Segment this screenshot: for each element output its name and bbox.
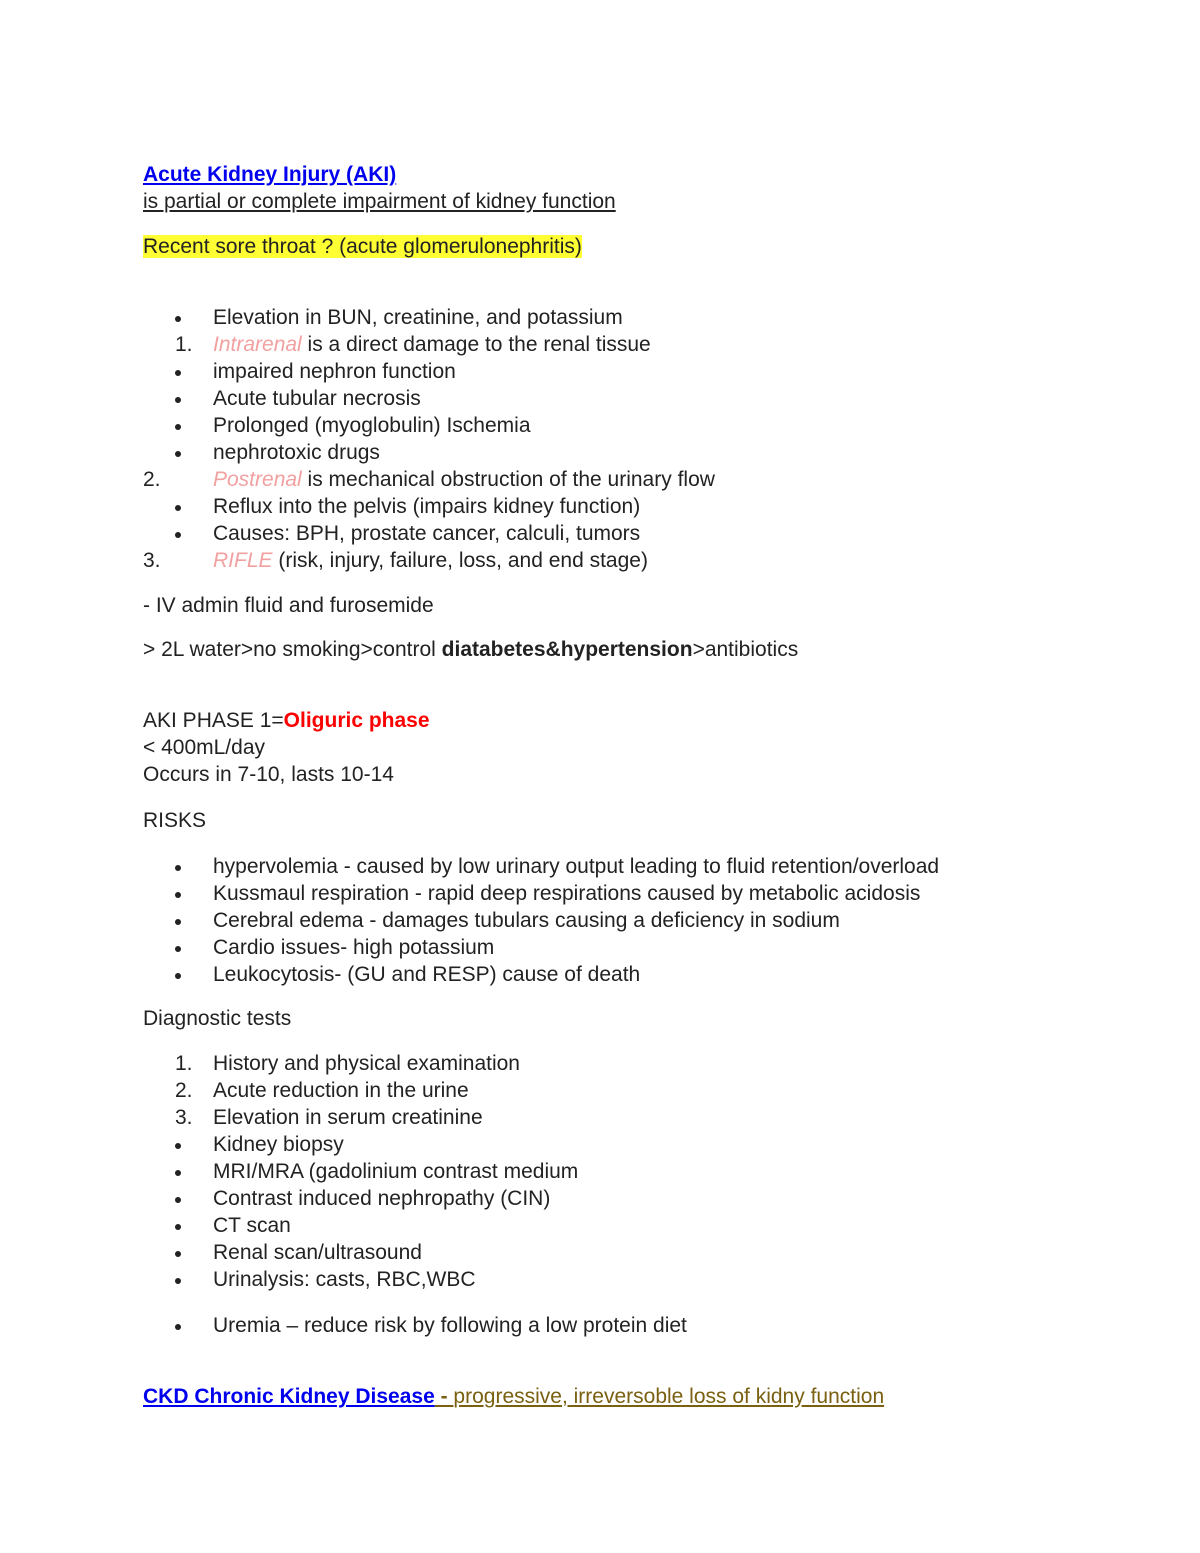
prevention-text: > 2L water>no smoking>control xyxy=(143,638,442,661)
bullet-icon xyxy=(175,505,181,511)
ckd-description: progressive, irreversoble loss of kidny function xyxy=(453,1385,885,1408)
bullet-icon xyxy=(175,316,181,322)
bullet-icon xyxy=(175,397,181,403)
bullet-icon xyxy=(175,1170,181,1176)
diagnostic-item: MRI/MRA (gadolinium contrast medium xyxy=(213,1160,579,1183)
bullet-icon xyxy=(175,1143,181,1149)
aki-title: Acute Kidney Injury (AKI) xyxy=(143,163,397,186)
bullet-icon xyxy=(175,451,181,457)
risks-heading: RISKS xyxy=(143,809,207,832)
risk-item: Kussmaul respiration - rapid deep respirations caused by metabolic acidosis xyxy=(213,882,921,905)
list-number: 1. xyxy=(175,333,193,356)
diagnostic-item: History and physical examination xyxy=(213,1052,520,1075)
list-number: 3. xyxy=(175,1106,193,1129)
list-item-intrarenal xyxy=(213,332,651,358)
list-number: 1. xyxy=(175,1052,193,1075)
diagnostic-item: Urinalysis: casts, RBC,WBC xyxy=(213,1268,476,1291)
risk-item: Cardio issues- high potassium xyxy=(213,936,495,959)
list-number: 3. xyxy=(143,549,161,572)
diagnostic-item: Contrast induced nephropathy (CIN) xyxy=(213,1187,551,1210)
term-intrarenal: Intrarenal xyxy=(213,333,302,356)
bullet-icon xyxy=(175,865,181,871)
term-description: is a direct damage to the renal tissue xyxy=(301,333,651,356)
list-item-postrenal xyxy=(213,467,715,493)
term-description: (risk, injury, failure, loss, and end stage) xyxy=(272,549,648,572)
bullet-icon xyxy=(175,919,181,925)
diagnostic-item: Kidney biopsy xyxy=(213,1133,344,1156)
term-rifle: RIFLE xyxy=(213,549,273,572)
diagnostic-item: Acute reduction in the urine xyxy=(213,1079,469,1102)
term-description: is mechanical obstruction of the urinary flow xyxy=(301,468,715,491)
bullet-icon xyxy=(175,1197,181,1203)
risk-item: hypervolemia - caused by low urinary output leading to fluid retention/overload xyxy=(213,855,940,878)
prevention-text: >antibiotics xyxy=(692,638,799,661)
term-postrenal: Postrenal xyxy=(213,468,302,491)
list-number: 2. xyxy=(143,468,161,491)
list-item: impaired nephron function xyxy=(213,360,456,383)
bullet-icon xyxy=(175,1324,181,1330)
phase-name: Oliguric phase xyxy=(283,709,430,732)
list-item: Prolonged (myoglobulin) Ischemia xyxy=(213,414,531,437)
diagnostic-item: Elevation in serum creatinine xyxy=(213,1106,483,1129)
list-number: 2. xyxy=(175,1079,193,1102)
prevention-emphasis: diatabetes&hypertension xyxy=(441,638,693,661)
aki-definition: is partial or complete impairment of kidney function xyxy=(143,190,616,213)
diagnostic-item: CT scan xyxy=(213,1214,291,1237)
prevention-line xyxy=(143,637,798,663)
diagnostic-item: Renal scan/ultrasound xyxy=(213,1241,422,1264)
bullet-icon xyxy=(175,946,181,952)
iv-line: - IV admin fluid and furosemide xyxy=(143,594,434,617)
bullet-icon xyxy=(175,973,181,979)
bullet-icon xyxy=(175,370,181,376)
highlight-text: Recent sore throat ? (acute glomerulonephritis) xyxy=(143,235,582,258)
list-item: Acute tubular necrosis xyxy=(213,387,421,410)
ckd-title: CKD Chronic Kidney Disease xyxy=(143,1385,435,1408)
diagnostics-heading: Diagnostic tests xyxy=(143,1007,292,1030)
bullet-icon xyxy=(175,1224,181,1230)
bullet-icon xyxy=(175,532,181,538)
ckd-dash: - xyxy=(434,1385,454,1408)
phase-heading xyxy=(143,708,430,734)
bullet-icon xyxy=(175,1278,181,1284)
list-item: Causes: BPH, prostate cancer, calculi, tumors xyxy=(213,522,641,545)
ckd-heading xyxy=(143,1384,884,1410)
bullet-icon xyxy=(175,424,181,430)
phase-timing: Occurs in 7-10, lasts 10-14 xyxy=(143,763,394,786)
phase-output: < 400mL/day xyxy=(143,736,266,759)
list-item: Elevation in BUN, creatinine, and potassium xyxy=(213,306,623,329)
uremia-item: Uremia – reduce risk by following a low protein diet xyxy=(213,1314,687,1337)
bullet-icon xyxy=(175,892,181,898)
list-item: nephrotoxic drugs xyxy=(213,441,380,464)
list-item: Reflux into the pelvis (impairs kidney function) xyxy=(213,495,641,518)
bullet-icon xyxy=(175,1251,181,1257)
phase-prefix: AKI PHASE 1= xyxy=(143,709,284,732)
aki-highlight-note xyxy=(143,234,582,260)
list-item-rifle xyxy=(213,548,648,574)
risk-item: Cerebral edema - damages tubulars causing a deficiency in sodium xyxy=(213,909,840,932)
risk-item: Leukocytosis- (GU and RESP) cause of death xyxy=(213,963,641,986)
